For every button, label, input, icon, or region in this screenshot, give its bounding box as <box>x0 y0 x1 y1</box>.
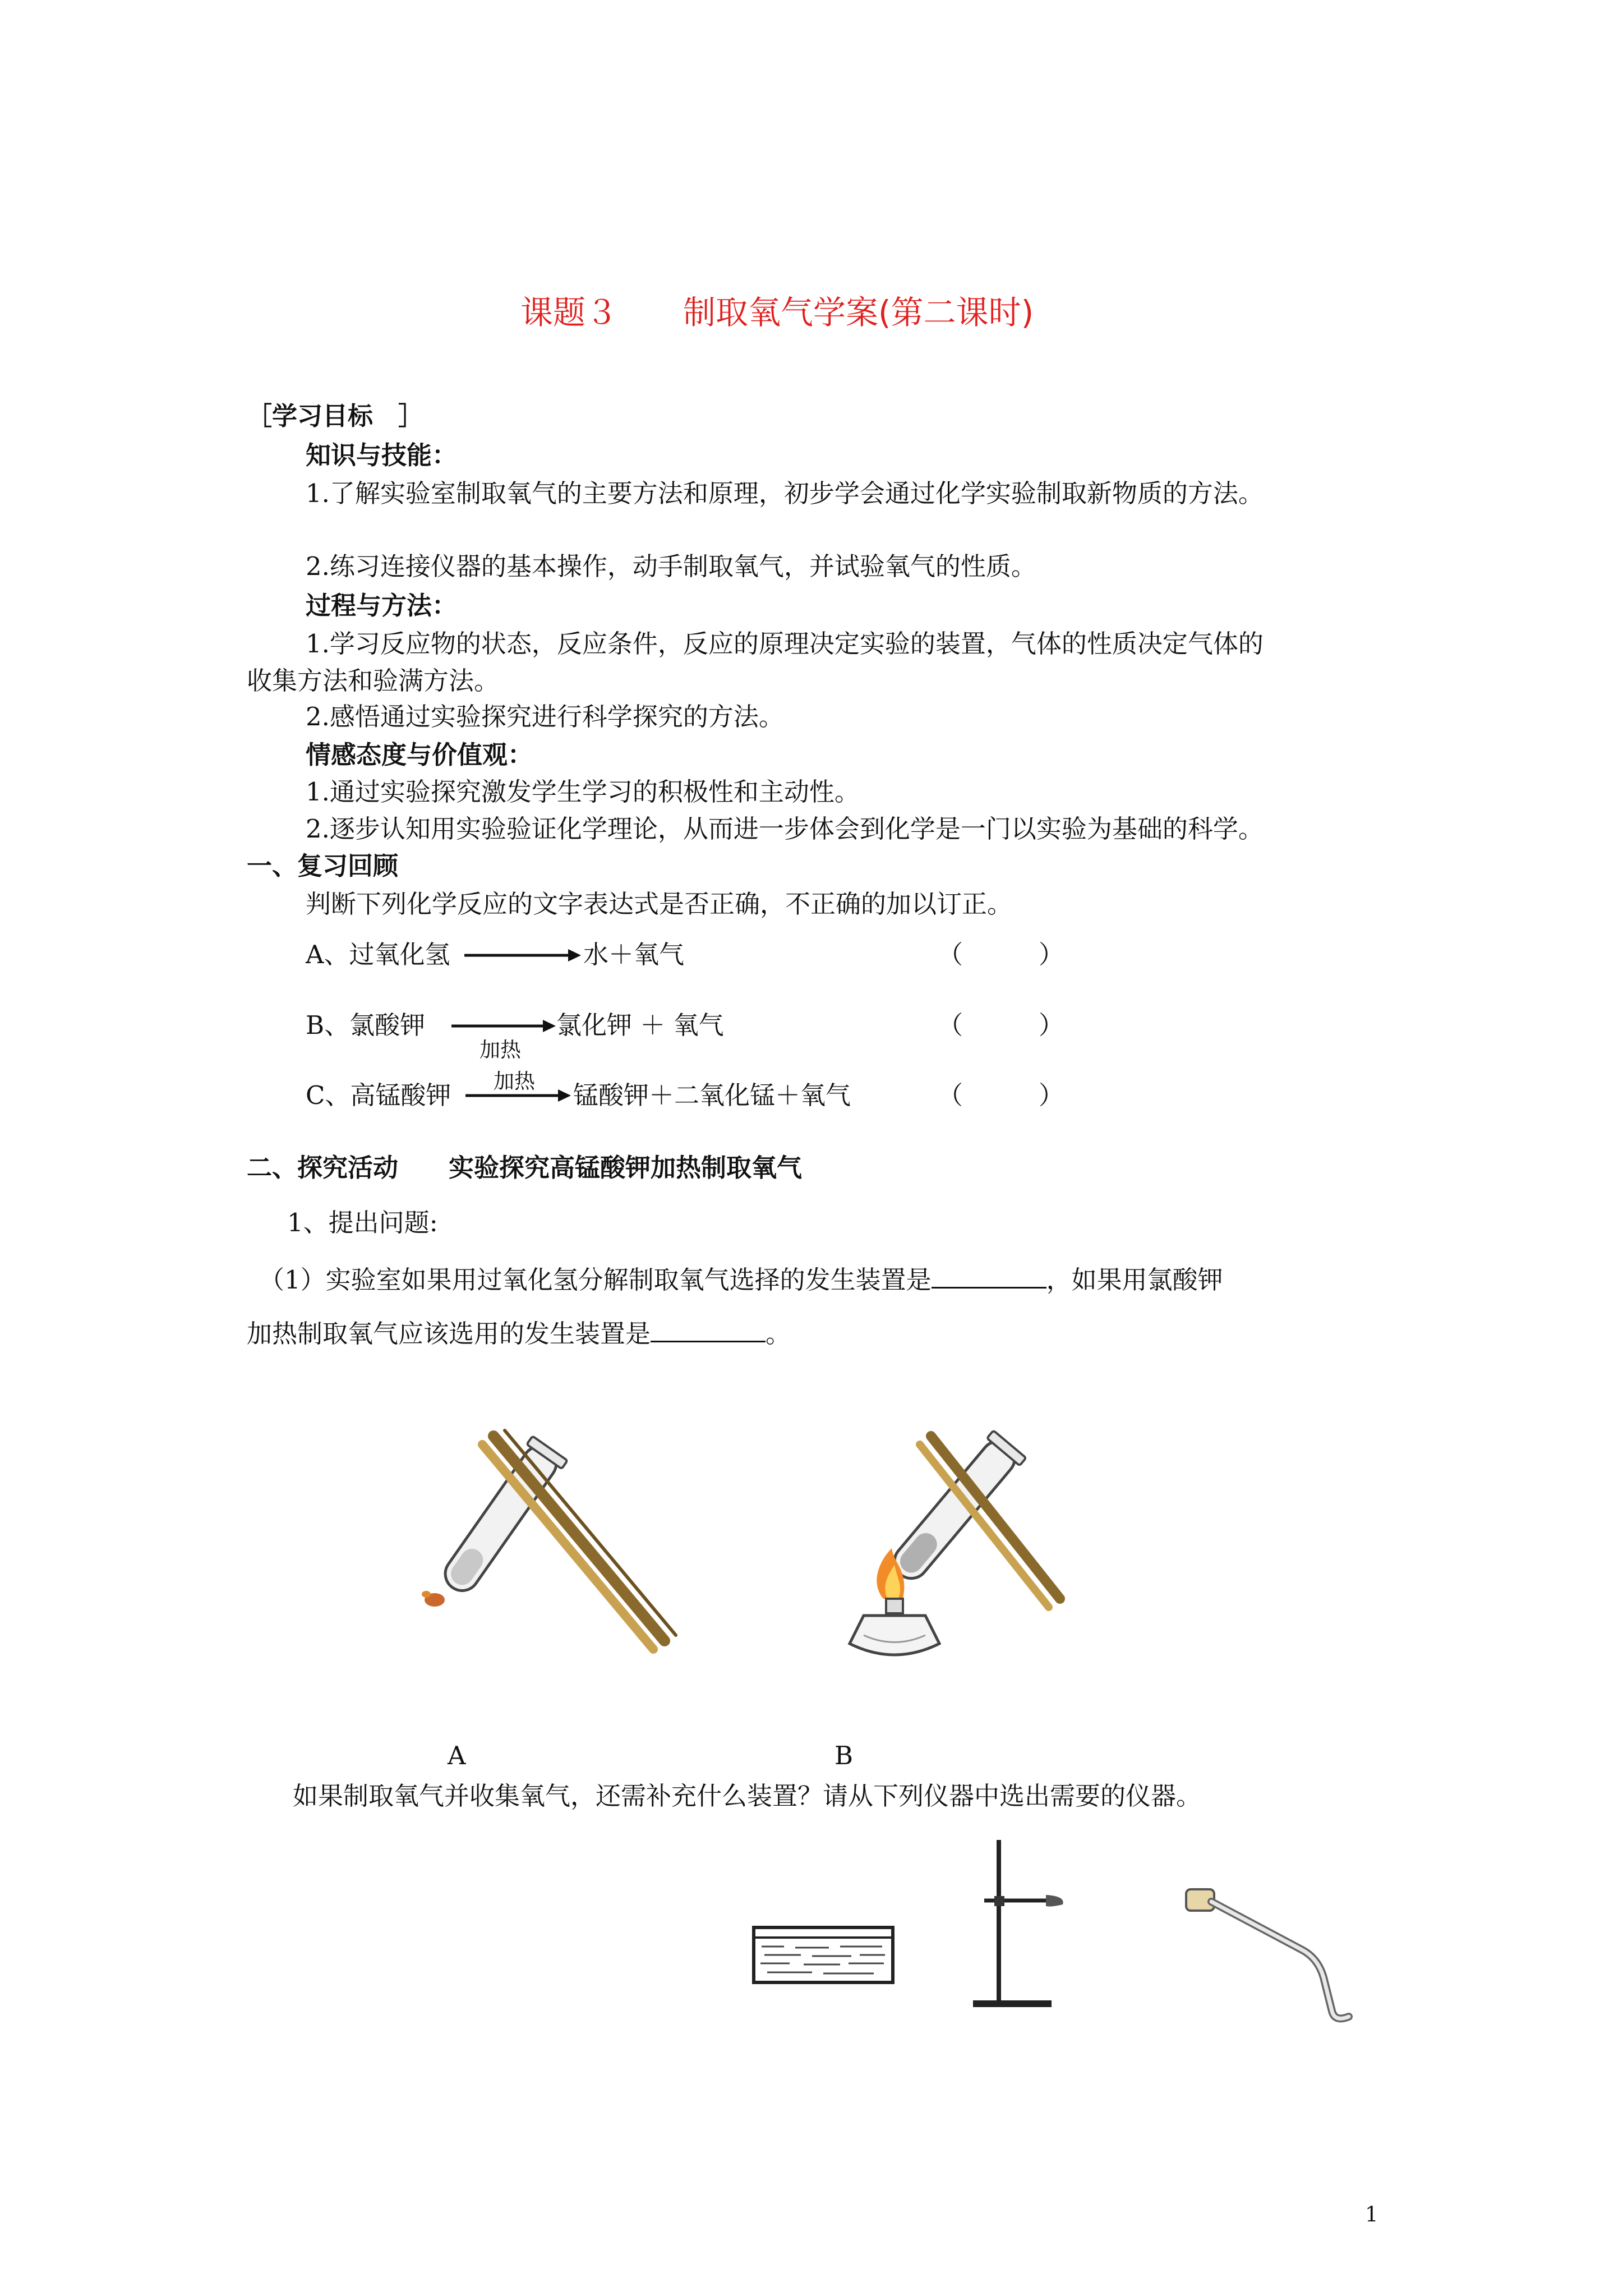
question-1-text-b: ，如果用氯酸钾 <box>1046 1265 1223 1295</box>
question-1-text-a: （1）实验室如果用过氧化氢分解制取氧气选择的发生装置是 <box>259 1265 932 1295</box>
apparatus-a-test-tube-in-holder <box>393 1419 684 1660</box>
arrow-right-icon <box>465 1087 572 1104</box>
inquiry-step-1: 1、提出问题: <box>287 1208 438 1237</box>
review-instruction: 判断下列化学反应的文字表达式是否正确，不正确的加以订正。 <box>306 889 1013 919</box>
delivery-tube-icon <box>1178 1879 1380 2025</box>
supplement-question: 如果制取氧气并收集氧气，还需补充什么装置？请从下列仪器中选出需要的仪器。 <box>293 1781 1202 1811</box>
answer-blank-1[interactable] <box>932 1262 1046 1289</box>
attitude-item-1: 1.通过实验探究激发学生学习的积极性和主动性。 <box>306 777 860 807</box>
iron-stand-icon <box>967 1834 1068 2014</box>
answer-blank-2[interactable] <box>651 1316 766 1342</box>
question-1-text-c: 加热制取氧气应该选用的发生装置是 <box>247 1319 651 1349</box>
equation-b-answer-paren: （ ） <box>938 1010 1064 1040</box>
question-1-text-d: 。 <box>766 1319 791 1349</box>
arrow-right-icon <box>451 1018 557 1034</box>
equation-a-products: 水＋氧气 <box>583 940 685 969</box>
apparatus-label-b: B <box>834 1741 854 1770</box>
page-title: 课题３ 制取氧气学案(第二课时) <box>520 293 1034 332</box>
attitude-item-2: 2.逐步认知用实验验证化学理论，从而进一步体会到化学是一门以实验为基础的科学。 <box>306 814 1264 844</box>
equation-b-reactant: B、氯酸钾 <box>306 1010 426 1040</box>
knowledge-heading: 知识与技能： <box>306 440 458 470</box>
process-heading: 过程与方法： <box>306 591 458 620</box>
process-item-1-line1: 1.学习反应物的状态，反应条件，反应的原理决定实验的装置，气体的性质决定气体的 <box>306 629 1264 659</box>
attitude-heading: 情感态度与价值观： <box>306 740 533 770</box>
inquiry-heading: 二、探究活动 实验探究高锰酸钾加热制取氧气 <box>247 1153 803 1182</box>
question-1-line1 <box>259 1262 1223 1297</box>
equation-a-answer-paren: （ ） <box>938 940 1064 969</box>
equation-a-reactant: A、过氧化氢 <box>306 940 450 969</box>
process-item-2: 2.感悟通过实验探究进行科学探究的方法。 <box>306 702 784 731</box>
page-number: 1 <box>1365 2202 1378 2226</box>
objectives-header: ［学习目标 ］ <box>247 401 424 431</box>
knowledge-item-2: 2.练习连接仪器的基本操作，动手制取氧气，并试验氧气的性质。 <box>306 551 1036 581</box>
knowledge-item-1: 1.了解实验室制取氧气的主要方法和原理，初步学会通过化学实验制取新物质的方法。 <box>306 478 1264 508</box>
apparatus-b-heated-test-tube <box>841 1414 1082 1672</box>
question-1-line2 <box>247 1316 791 1351</box>
process-item-1-line2: 收集方法和验满方法。 <box>247 666 500 696</box>
equation-c-reactant: C、高锰酸钾 <box>306 1080 451 1110</box>
equation-c-condition: 加热 <box>494 1069 535 1093</box>
equation-b-products: 氯化钾 ＋ 氧气 <box>556 1010 724 1040</box>
equation-c-products: 锰酸钾＋二氧化锰＋氧气 <box>573 1080 851 1110</box>
apparatus-label-a: A <box>448 1741 466 1770</box>
water-trough-icon <box>750 1924 896 1986</box>
equation-c-answer-paren: （ ） <box>938 1080 1064 1110</box>
review-heading: 一、复习回顾 <box>247 851 399 881</box>
arrow-right-icon <box>464 947 582 964</box>
equation-b-condition: 加热 <box>479 1038 521 1062</box>
